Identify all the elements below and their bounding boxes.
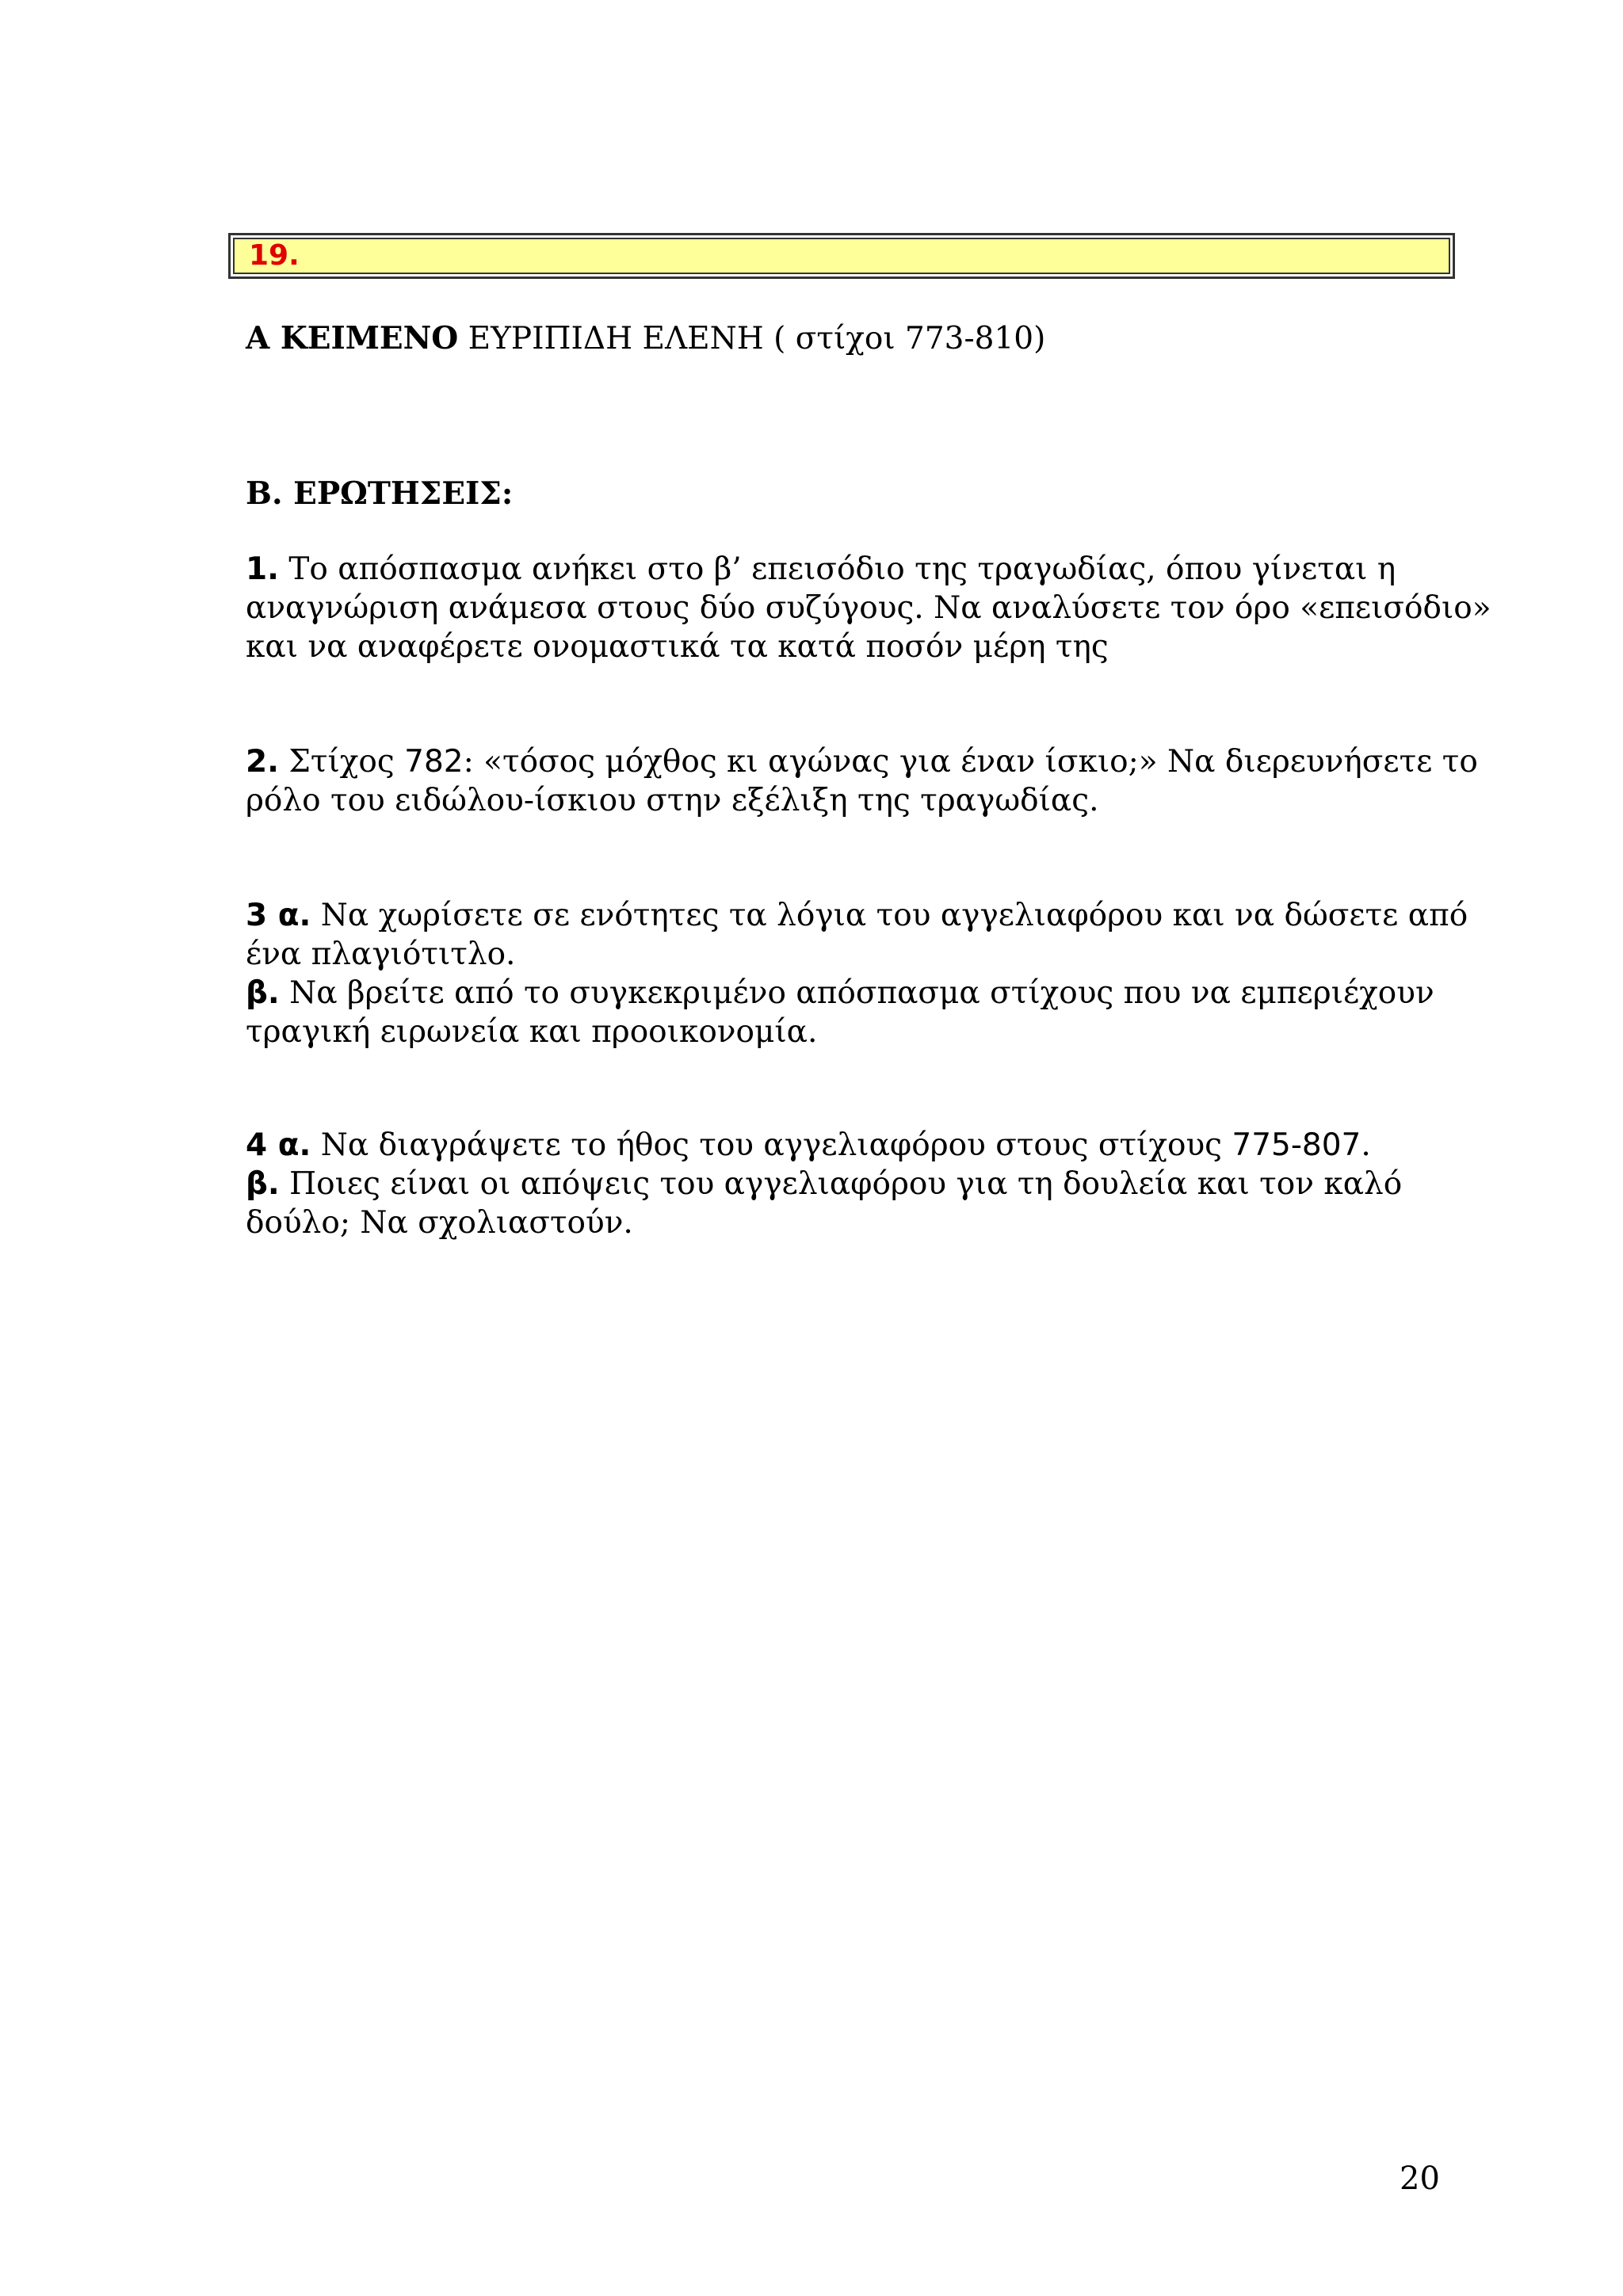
question-4b-number: β. xyxy=(246,1166,280,1202)
question-4a-number: 4 α. xyxy=(246,1127,311,1163)
question-4b-line-1: Ποιες είναι οι απόψεις του αγγελιαφόρου για τη δουλεία και τον καλό xyxy=(279,1166,1403,1202)
question-4a-line-1-post: . xyxy=(1361,1127,1371,1163)
question-3b-number: β. xyxy=(246,975,280,1011)
question-2-verse-number: 782 xyxy=(404,744,464,780)
exercise-header-box xyxy=(228,233,1455,279)
question-3a-line-1: Να χωρίσετε σε ενότητες τα λόγια του αγγελιαφόρου και να δώσετε από xyxy=(311,898,1468,933)
question-4a-line-1-pre: Να διαγράψετε το ήθος του αγγελιαφόρου στους στίχους xyxy=(311,1127,1232,1163)
section-b-heading: Β. ΕΡΩΤΗΣΕΙΣ: xyxy=(246,475,514,512)
question-2-number: 2. xyxy=(246,744,279,780)
section-b-heading-block xyxy=(246,475,1466,513)
question-4 xyxy=(246,1126,1466,1242)
question-1-number: 1. xyxy=(246,551,279,587)
question-4a-verse-range: 775-807 xyxy=(1232,1127,1361,1163)
question-3 xyxy=(246,896,1466,1051)
question-3a-number: 3 α. xyxy=(246,898,311,933)
question-3a-line-2: ένα πλαγιότιτλο. xyxy=(246,936,516,972)
exercise-number: 19. xyxy=(249,239,300,272)
page-number: 20 xyxy=(1400,2161,1440,2197)
question-2-line-2: ρόλο του ειδώλου-ίσκιου στην εξέλιξη της τραγωδίας. xyxy=(246,783,1099,818)
question-2-line-1-post: : «τόσος μόχθος κι αγώνας για έναν ίσκιο;» Να διερευνήσετε το xyxy=(463,744,1478,780)
question-3b-line-2: τραγική ειρωνεία και προοικονομία. xyxy=(246,1014,818,1050)
text-a-label: Α ΚΕΙΜΕΝΟ xyxy=(246,320,459,357)
question-1-line-3: και να αναφέρετε ονομαστικά τα κατά ποσόν μέρη της xyxy=(246,629,1109,665)
question-1 xyxy=(246,550,1491,666)
question-2 xyxy=(246,742,1478,820)
question-3b-line-1: Να βρείτε από το συγκεκριμένο απόσπασμα στίχους που να εμπεριέχουν xyxy=(279,975,1434,1011)
text-a-line xyxy=(246,319,1466,358)
text-a-verses: ( στίχοι 773-810) xyxy=(763,321,1046,357)
text-a-title: ΕΥΡΙΠΙΔΗ ΕΛΕΝΗ xyxy=(458,321,764,357)
question-4b-line-2: δούλο; Να σχολιαστούν. xyxy=(246,1205,633,1241)
question-2-line-1-pre: Στίχος xyxy=(278,744,405,780)
question-1-line-1: Το απόσπασμα ανήκει στο β’ επεισόδιο της τραγωδίας, όπου γίνεται η xyxy=(278,551,1396,587)
exercise-header-highlight xyxy=(233,238,1450,274)
question-1-line-2: αναγνώριση ανάμεσα στους δύο συζύγους. Να αναλύσετε τον όρο «επεισόδιο» xyxy=(246,590,1491,626)
